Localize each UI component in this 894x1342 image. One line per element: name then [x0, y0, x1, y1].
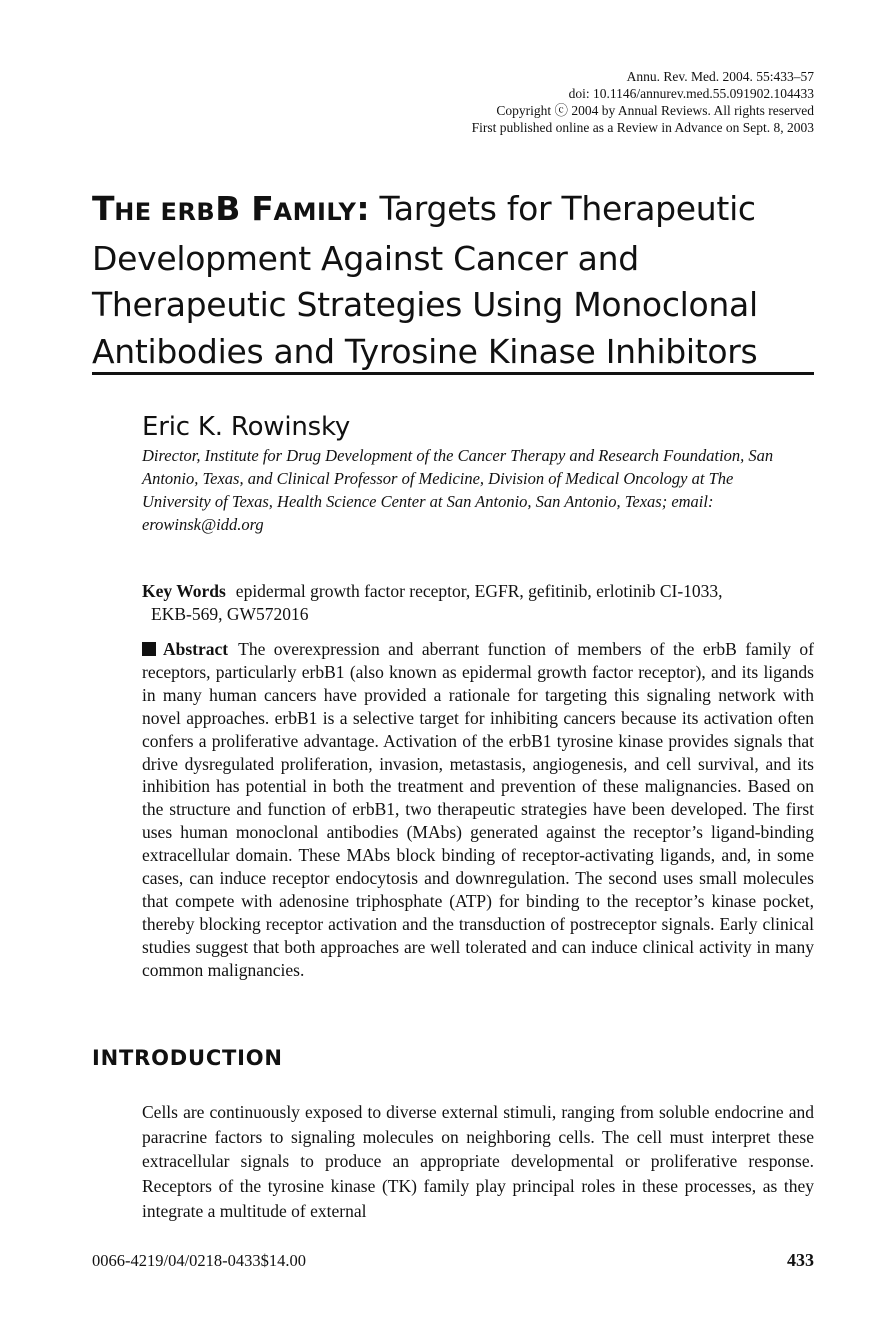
keywords-label: Key Words — [142, 581, 226, 601]
title-cap-t: T — [92, 189, 115, 228]
article-header-meta — [294, 68, 814, 136]
square-bullet-icon — [142, 642, 156, 656]
introduction-paragraph: Cells are continuously exposed to diverse external stimuli, ranging from soluble endocrine and paracrine factors to signaling molecules on neighboring cells. The cell must interpret these extracellular signals to produce an appropriate developmental or proliferative response. Receptors of the tyrosine kinase (TK) family play principal roles in these processes, as they integrate a multitude of external — [142, 1102, 814, 1221]
title-block — [92, 186, 814, 375]
page-number: 433 — [787, 1250, 814, 1270]
publication-note: First published online as a Review in Advance on Sept. 8, 2003 — [471, 120, 814, 135]
title-smallcaps-he-erb: HE ERB — [114, 198, 216, 226]
author-affiliation: Director, Institute for Drug Development of the Cancer Therapy and Research Foundation, San Antonio, Texas, and Clinical Professor of Medicine, Division of Medical Oncology at The University of Texas, Health Science Center at San Antonio, San Antonio, Texas; email: erowinsk@idd.org — [142, 446, 774, 534]
footer-price-code: 0066-4219/04/0218-0433$14.00 — [92, 1251, 307, 1270]
keywords-line-2: EKB-569, GW572016 — [151, 603, 309, 624]
keywords-line-1: epidermal growth factor receptor, EGFR, gefitinib, erlotinib CI-1033, — [235, 581, 723, 601]
title-colon: : — [356, 189, 370, 228]
title-main-text: Targets for Therapeutic Development Against Cancer and Therapeutic Strategies Using Monoclonal Antibodies and Tyrosine Kinase Inhibitors — [92, 189, 758, 371]
doi-line: doi: 10.1146/annurev.med.55.091902.104433 — [568, 86, 814, 101]
article-title — [92, 186, 814, 375]
author-name: Eric K. Rowinsky — [142, 412, 351, 442]
copyright-line: Copyright ⓒ 2004 by Annual Reviews. All rights reserved — [496, 103, 814, 118]
abstract-label: Abstract — [163, 639, 229, 659]
keywords-block — [142, 580, 814, 625]
journal-reference: Annu. Rev. Med. 2004. 55:433–57 — [626, 69, 814, 84]
abstract-block — [142, 638, 814, 982]
title-divider — [92, 372, 814, 375]
section-heading-introduction: INTRODUCTION — [92, 1046, 283, 1070]
title-cap-b-f: B F — [215, 189, 274, 228]
title-smallcaps-amily: AMILY — [273, 198, 357, 226]
abstract-text: The overexpression and aberrant function of members of the erbB family of receptors, particularly erbB1 (also known as epidermal growth factor receptor), and its ligands in many human cancers have provided a rationale for targeting this signaling network with novel approaches. erbB1 is a selective target for inhibiting cancers because its activation often confers a proliferative advantage. Activation of the erbB1 tyrosine kinase provides signals that drive dysregulated proliferation, invasion, metastasis, angiogenesis, and cell survival, and its inhibition has potential in both the treatment and prevention of these malignancies. Based on the structure and function of erbB1, two therapeutic strategies have been developed. The first uses human monoclonal antibodies (MAbs) generated against the receptor’s ligand-binding extracellular domain. These MAbs block binding of receptor-activating ligands, and, in some cases, can induce receptor endocytosis and downregulation. The second uses small molecules that compete with adenosine triphosphate (ATP) for binding to the receptor’s kinase pocket, thereby blocking receptor activation and the transduction of postreceptor signals. Early clinical studies suggest that both approaches are well tolerated and can induce clinical activity in many common malignancies. — [142, 639, 814, 980]
